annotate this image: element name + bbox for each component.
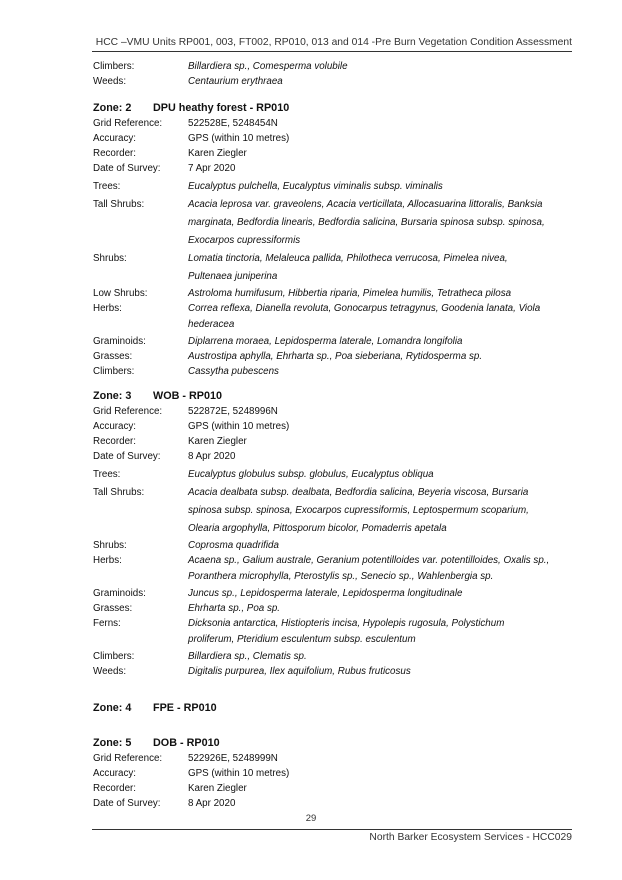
field-value [188,616,553,649]
trees-row [93,178,553,196]
zone-number: Zone: 3 [93,390,132,402]
field-value [188,466,553,484]
field-value: Centaurium erythraea [188,76,283,87]
grasses-row [93,349,553,364]
field-label: Weeds: [93,666,127,677]
grid-reference-row [93,751,553,766]
field-value [188,484,553,538]
value-line: hederacea [188,319,235,330]
page-content [93,59,553,811]
value-line: Dicksonia antarctica, Histiopteris incisa, Hypolepis rugosula, Polystichum [188,618,505,629]
accuracy-row [93,766,553,781]
graminoids-row [93,586,553,601]
recorder-row [93,434,553,449]
zone-3-section [93,388,553,679]
field-value: Karen Ziegler [188,436,247,447]
value-line: Exocarpos cupressiformis [188,235,301,246]
graminoids-row [93,334,553,349]
value-line: spinosa subsp. spinosa, Exocarpos cupressiformis, Leptospermum scoparium, [188,505,529,516]
field-label: Trees: [93,469,121,480]
field-value: Astroloma humifusum, Hibbertia riparia, Pimelea humilis, Tetratheca pilosa [188,288,512,299]
value-line: Lomatia tinctoria, Melaleuca pallida, Philotheca verrucosa, Pimelea nivea, [188,253,508,264]
zone-heading [93,388,553,404]
continued-row [93,59,553,74]
zone-5-section [93,735,553,811]
climbers-row [93,649,553,664]
field-label: Date of Survey: [93,451,161,462]
field-label: Low Shrubs: [93,288,148,299]
field-label: Recorder: [93,148,137,159]
field-label: Grid Reference: [93,753,163,764]
field-label: Grid Reference: [93,118,163,129]
value-line: Olearia argophylla, Pittosporum bicolor, Pomaderris apetala [188,523,447,534]
grid-reference-row [93,404,553,419]
value-line: Pultenaea juniperina [188,271,278,282]
value-line: Acaena sp., Galium australe, Geranium potentilloides var. potentilloides, Oxalis sp., [188,555,550,566]
shrubs-row [93,538,553,553]
field-value: 8 Apr 2020 [188,798,236,809]
field-label: Date of Survey: [93,163,161,174]
field-label: Graminoids: [93,336,146,347]
field-label: Recorder: [93,436,137,447]
herbs-row [93,553,553,586]
field-label: Accuracy: [93,421,137,432]
field-label: Grasses: [93,351,133,362]
tall-shrubs-row [93,484,553,538]
field-value: Karen Ziegler [188,783,247,794]
recorder-row [93,781,553,796]
zone-number: Zone: 4 [93,702,132,714]
field-value [188,196,553,250]
herbs-row [93,301,553,334]
value-line: Correa reflexa, Dianella revoluta, Gonocarpus tetragynus, Goodenia lanata, Viola [188,303,541,314]
field-value: Billardiera sp., Clematis sp. [188,651,307,662]
field-value: 522528E, 5248454N [188,118,278,129]
zone-title: DPU heathy forest - RP010 [153,102,290,114]
continued-row [93,74,553,89]
zone-number: Zone: 2 [93,102,132,114]
zone-4-section [93,700,553,716]
zone-number: Zone: 5 [93,737,132,749]
field-label: Recorder: [93,783,137,794]
low-shrubs-row [93,286,553,301]
continued-section [93,59,553,89]
field-value: Cassytha pubescens [188,366,279,377]
zone-title: FPE - RP010 [153,702,217,714]
recorder-row [93,146,553,161]
field-label: Accuracy: [93,133,137,144]
zone-heading [93,735,553,751]
grid-reference-row [93,116,553,131]
value-line: proliferum, Pteridium esculentum subsp. esculentum [188,634,416,645]
field-value: Coprosma quadrifida [188,540,279,551]
field-value: Digitalis purpurea, Ilex aquifolium, Rubus fruticosus [188,666,411,677]
value-line: Acacia dealbata subsp. dealbata, Bedfordia salicina, Beyeria viscosa, Bursaria [188,487,529,498]
field-label: Shrubs: [93,253,127,264]
weeds-row [93,664,553,679]
tall-shrubs-row [93,196,553,250]
ferns-row [93,616,553,649]
field-value: 522872E, 5248996N [188,406,278,417]
field-label: Trees: [93,181,121,192]
field-value: Billardiera sp., Comesperma volubile [188,61,348,72]
field-label: Accuracy: [93,768,137,779]
zone-title: WOB - RP010 [153,390,222,402]
field-label: Climbers: [93,61,135,72]
shrubs-row [93,250,553,286]
field-value: GPS (within 10 metres) [188,421,290,432]
header-divider [92,51,572,52]
field-label: Tall Shrubs: [93,199,145,210]
zone-2-section [93,100,553,379]
field-value: GPS (within 10 metres) [188,768,290,779]
field-label: Tall Shrubs: [93,487,145,498]
field-label: Grasses: [93,603,133,614]
field-label: Herbs: [93,303,122,314]
field-value: Juncus sp., Lepidosperma laterale, Lepidosperma longitudinale [188,588,463,599]
field-value: 7 Apr 2020 [188,163,236,174]
field-value: GPS (within 10 metres) [188,133,290,144]
field-value [188,553,553,586]
field-label: Climbers: [93,651,135,662]
field-label: Graminoids: [93,588,146,599]
footer-divider [92,829,572,830]
zone-heading [93,100,553,116]
climbers-row [93,364,553,379]
field-value [188,301,553,334]
field-label: Weeds: [93,76,127,87]
date-row [93,449,553,464]
field-value: 8 Apr 2020 [188,451,236,462]
running-footer: North Barker Ecosystem Services - HCC029 [369,832,572,843]
date-row [93,161,553,176]
field-label: Climbers: [93,366,135,377]
field-value: Austrostipa aphylla, Ehrharta sp., Poa sieberiana, Rytidosperma sp. [188,351,483,362]
running-header: HCC –VMU Units RP001, 003, FT002, RP010, 013 and 014 -Pre Burn Vegetation Condition Assessment [95,37,572,48]
field-value: Karen Ziegler [188,148,247,159]
date-row [93,796,553,811]
zone-heading [93,700,553,716]
value-line: Poranthera microphylla, Pterostylis sp., Senecio sp., Wahlenbergia sp. [188,571,494,582]
field-value [188,178,553,196]
field-value: 522926E, 5248999N [188,753,278,764]
value-line: Eucalyptus globulus subsp. globulus, Eucalyptus obliqua [188,469,434,480]
zone-title: DOB - RP010 [153,737,220,749]
field-value: Ehrharta sp., Poa sp. [188,603,281,614]
field-value: Diplarrena moraea, Lepidosperma laterale, Lomandra longifolia [188,336,463,347]
field-label: Grid Reference: [93,406,163,417]
field-label: Ferns: [93,618,121,629]
trees-row [93,466,553,484]
value-line: marginata, Bedfordia linearis, Bedfordia salicina, Bursaria spinosa subsp. spinosa, [188,217,545,228]
accuracy-row [93,419,553,434]
accuracy-row [93,131,553,146]
value-line: Eucalyptus pulchella, Eucalyptus viminalis subsp. viminalis [188,181,443,192]
page-number: 29 [305,813,317,824]
field-label: Herbs: [93,555,122,566]
grasses-row [93,601,553,616]
value-line: Acacia leprosa var. graveolens, Acacia verticillata, Allocasuarina littoralis, Banksia [188,199,543,210]
field-value [188,250,553,286]
field-label: Date of Survey: [93,798,161,809]
field-label: Shrubs: [93,540,127,551]
